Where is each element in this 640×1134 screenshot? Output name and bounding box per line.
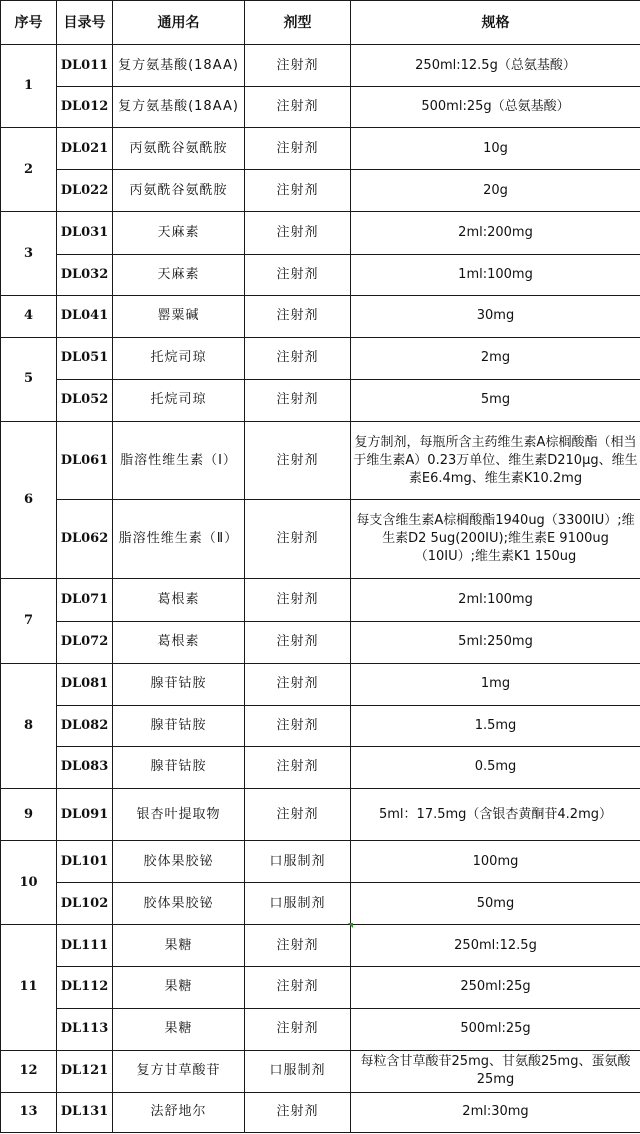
row-seq: 5 (1, 337, 57, 421)
table-row (1, 500, 640, 579)
row-seq: 9 (1, 788, 57, 840)
row-name: 葛根素 (113, 621, 245, 663)
row-seq: 8 (1, 663, 57, 788)
row-code: DL112 (57, 967, 113, 1008)
row-name: 果糖 (113, 967, 245, 1008)
row-name: 罂粟碱 (113, 295, 245, 337)
row-seq: 3 (1, 212, 57, 295)
row-spec: 500ml:25g（总氨基酸） (351, 87, 640, 128)
row-form: 注射剂 (245, 705, 351, 746)
table-row (1, 579, 640, 621)
row-code: DL021 (57, 128, 113, 170)
table-row (1, 1092, 640, 1132)
row-spec: 2ml:100mg (351, 579, 640, 621)
table-row (1, 379, 640, 421)
row-spec: 20g (351, 170, 640, 212)
row-form: 注射剂 (245, 295, 351, 337)
row-spec: 每粒含甘草酸苷25mg、甘氨酸25mg、蛋氨酸25mg (351, 1050, 640, 1092)
row-form: 注射剂 (245, 421, 351, 499)
row-name: 脂溶性维生素（Ⅰ） (113, 421, 245, 499)
row-spec: 每支含维生素A棕榈酸酯1940ug（3300IU）;维生素D2 5ug(200IU);维生素E 9100ug（10IU）;维生素K1 150ug (351, 500, 640, 579)
row-form: 口服制剂 (245, 841, 351, 883)
row-code: DL031 (57, 212, 113, 254)
row-name: 复方氨基酸(18AA) (113, 45, 245, 87)
header-row (1, 1, 640, 45)
row-seq: 13 (1, 1092, 57, 1132)
row-code: DL052 (57, 379, 113, 421)
row-spec: 0.5mg (351, 746, 640, 788)
row-code: DL041 (57, 295, 113, 337)
row-code: DL032 (57, 254, 113, 295)
header-code: 目录号 (57, 1, 113, 45)
table-row (1, 170, 640, 212)
row-spec: 2ml:200mg (351, 212, 640, 254)
row-code: DL111 (57, 925, 113, 967)
row-name: 天麻素 (113, 254, 245, 295)
row-form: 注射剂 (245, 500, 351, 579)
row-code: DL061 (57, 421, 113, 499)
table-row (1, 841, 640, 883)
table-row (1, 967, 640, 1008)
row-seq: 4 (1, 295, 57, 337)
row-code: DL022 (57, 170, 113, 212)
row-name: 腺苷钴胺 (113, 746, 245, 788)
row-spec: 1mg (351, 663, 640, 705)
row-seq: 6 (1, 421, 57, 578)
row-spec: 30mg (351, 295, 640, 337)
row-code: DL081 (57, 663, 113, 705)
table-row (1, 663, 640, 705)
row-name: 丙氨酰谷氨酰胺 (113, 128, 245, 170)
row-spec: 5mg (351, 379, 640, 421)
row-code: DL012 (57, 87, 113, 128)
cell-comment-marker (348, 923, 353, 928)
row-form: 注射剂 (245, 621, 351, 663)
row-spec: 250ml:12.5g (351, 925, 640, 967)
row-code: DL062 (57, 500, 113, 579)
row-seq: 12 (1, 1050, 57, 1092)
row-name: 托烷司琼 (113, 337, 245, 379)
row-spec: 500ml:25g (351, 1008, 640, 1050)
row-spec: 复方制剂，每瓶所含主药维生素A棕榈酸酯（相当于维生素A）0.23万单位、维生素D210μg、维生素E6.4mg、维生素K10.2mg (351, 421, 640, 499)
row-seq: 1 (1, 45, 57, 128)
row-spec: 1ml:100mg (351, 254, 640, 295)
row-code: DL113 (57, 1008, 113, 1050)
row-form: 注射剂 (245, 87, 351, 128)
row-name: 天麻素 (113, 212, 245, 254)
table-row (1, 883, 640, 925)
row-form: 口服制剂 (245, 883, 351, 925)
table-row (1, 925, 640, 967)
row-spec: 1.5mg (351, 705, 640, 746)
row-name: 银杏叶提取物 (113, 788, 245, 840)
row-name: 胶体果胶铋 (113, 841, 245, 883)
row-form: 注射剂 (245, 746, 351, 788)
row-name: 丙氨酰谷氨酰胺 (113, 170, 245, 212)
row-spec: 50mg (351, 883, 640, 925)
table-row (1, 87, 640, 128)
row-code: DL011 (57, 45, 113, 87)
table-row (1, 337, 640, 379)
row-form: 注射剂 (245, 254, 351, 295)
table-header (1, 1, 640, 45)
row-code: DL083 (57, 746, 113, 788)
row-code: DL091 (57, 788, 113, 840)
row-seq: 7 (1, 579, 57, 663)
row-name: 复方氨基酸(18AA) (113, 87, 245, 128)
table-row (1, 254, 640, 295)
row-spec: 250ml:25g (351, 967, 640, 1008)
row-name: 脂溶性维生素（Ⅱ） (113, 500, 245, 579)
header-spec: 规格 (351, 1, 640, 45)
row-code: DL131 (57, 1092, 113, 1132)
row-name: 果糖 (113, 1008, 245, 1050)
row-seq: 2 (1, 128, 57, 212)
table-row (1, 705, 640, 746)
row-form: 注射剂 (245, 788, 351, 840)
row-name: 法舒地尔 (113, 1092, 245, 1132)
row-name: 胶体果胶铋 (113, 883, 245, 925)
row-form: 注射剂 (245, 1092, 351, 1132)
row-form: 注射剂 (245, 1008, 351, 1050)
table-row (1, 746, 640, 788)
row-code: DL051 (57, 337, 113, 379)
row-spec: 100mg (351, 841, 640, 883)
row-name: 复方甘草酸苷 (113, 1050, 245, 1092)
row-seq: 10 (1, 841, 57, 925)
table-row (1, 621, 640, 663)
row-spec: 250ml:12.5g（总氨基酸） (351, 45, 640, 87)
row-name: 葛根素 (113, 579, 245, 621)
row-seq: 11 (1, 925, 57, 1050)
row-form: 注射剂 (245, 925, 351, 967)
row-form: 注射剂 (245, 170, 351, 212)
row-name: 腺苷钴胺 (113, 663, 245, 705)
row-form: 注射剂 (245, 663, 351, 705)
row-spec: 5ml：17.5mg（含银杏黄酮苷4.2mg） (351, 788, 640, 840)
header-seq: 序号 (1, 1, 57, 45)
row-code: DL082 (57, 705, 113, 746)
row-form: 口服制剂 (245, 1050, 351, 1092)
row-spec: 2mg (351, 337, 640, 379)
table-row (1, 212, 640, 254)
row-form: 注射剂 (245, 128, 351, 170)
table-row (1, 1050, 640, 1092)
table-row (1, 421, 640, 499)
row-name: 腺苷钴胺 (113, 705, 245, 746)
row-name: 果糖 (113, 925, 245, 967)
table-row (1, 788, 640, 840)
row-spec: 5ml:250mg (351, 621, 640, 663)
table-body (1, 45, 640, 1133)
row-name: 托烷司琼 (113, 379, 245, 421)
row-code: DL101 (57, 841, 113, 883)
table-row (1, 45, 640, 87)
row-form: 注射剂 (245, 379, 351, 421)
row-form: 注射剂 (245, 212, 351, 254)
row-spec: 2ml:30mg (351, 1092, 640, 1132)
row-code: DL071 (57, 579, 113, 621)
row-form: 注射剂 (245, 579, 351, 621)
row-form: 注射剂 (245, 45, 351, 87)
header-form: 剂型 (245, 1, 351, 45)
row-form: 注射剂 (245, 967, 351, 1008)
row-code: DL072 (57, 621, 113, 663)
row-code: DL102 (57, 883, 113, 925)
header-name: 通用名 (113, 1, 245, 45)
row-code: DL121 (57, 1050, 113, 1092)
row-spec: 10g (351, 128, 640, 170)
row-form: 注射剂 (245, 337, 351, 379)
table-row (1, 295, 640, 337)
table-row (1, 128, 640, 170)
table-row (1, 1008, 640, 1050)
